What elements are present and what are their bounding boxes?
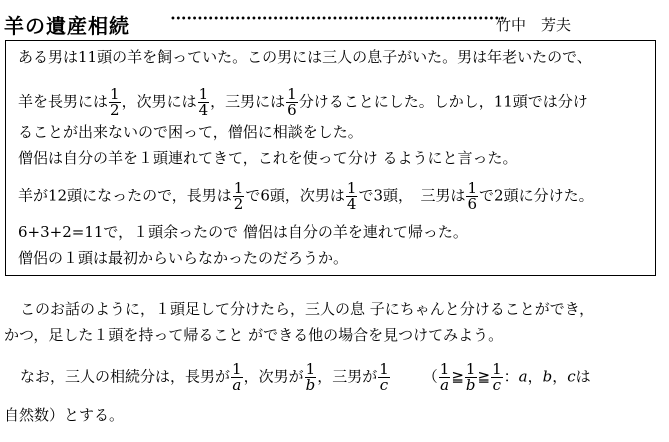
fraction-numerator: 1 [232,360,242,378]
fraction-one-quarter [346,181,358,212]
story-line-1: ある男は11頭の羊を飼っていた。この男には三人の息子がいた。男は年老いたので、 [18,48,592,66]
fraction-one-quarter [198,87,210,118]
fraction-denominator: 2 [233,195,244,213]
fraction-numerator: 1 [198,85,209,103]
fraction-one-over-b [465,362,477,393]
story-text: ，三男には [210,92,286,111]
fraction-one-over-c [491,362,503,393]
colon: ： [503,367,519,386]
fraction-denominator: 4 [346,195,357,213]
title-dot-leader: •••••••••••••••••••••••••••••••••••••••••••••••••••••••••••••• [170,14,505,25]
fraction-denominator: 6 [287,101,297,119]
variable-c: c [379,376,389,394]
fraction-one-over-b [305,362,317,393]
fraction-denominator [378,378,390,393]
fraction-denominator: 2 [110,101,120,119]
page-title: 羊の遺産相続 [4,14,130,38]
comma: ， [527,367,543,386]
story-line-2 [18,87,588,118]
fraction-numerator: 1 [305,360,316,378]
variable-b: b [305,376,316,394]
fraction-numerator: 1 [346,179,357,197]
story-text: 羊が12頭になったので，長男は [18,186,232,205]
fraction-one-sixth [286,87,298,118]
geq-sign: ≧ [477,367,491,386]
body-paragraph-line-4: 自然数）とする。 [4,406,125,424]
body-text: ，三男が [317,367,378,386]
story-box [5,40,656,276]
condition-open-paren: （ [422,367,438,386]
geq-sign: ≧ [451,367,464,386]
body-text: ，次男が [243,367,304,386]
fraction-one-sixth [466,181,478,212]
fraction-numerator: 1 [233,179,244,197]
fraction-numerator: 1 [439,360,450,378]
body-paragraph-line-2: かつ，足した１頭を持って帰ること ができる他の場合を見つけてみよう。 [4,326,504,344]
story-line-5 [18,181,594,212]
fraction-denominator: 6 [467,195,478,213]
variable-b: b [542,367,553,386]
fraction-denominator [465,378,477,393]
story-text: で6頭，次男は [245,186,345,205]
body-paragraph-line-3 [20,362,591,393]
fraction-denominator [231,378,243,393]
fraction-one-half [233,181,245,212]
story-line-3: ることが出来ないので困って，僧侶に相談をした。 [18,123,363,141]
fraction-one-over-c [378,362,390,393]
story-text: で2頭に分けた。 [479,186,594,205]
body-text: は [575,367,591,386]
fraction-one-over-a [439,362,451,393]
variable-c: c [492,376,502,394]
fraction-denominator: 4 [198,101,209,119]
story-text: ，次男には [121,92,197,111]
author-name: 竹中 芳夫 [496,16,572,34]
variable-c: c [567,367,576,386]
variable-a: a [232,376,242,394]
fraction-one-over-a [231,362,243,393]
fraction-numerator: 1 [110,85,120,103]
fraction-one-half [109,87,121,118]
fraction-denominator [305,378,317,393]
story-text: で3頭， 三男は [358,186,466,205]
variable-a: a [518,367,528,386]
fraction-numerator: 1 [287,85,297,103]
body-paragraph-line-1: このお話のように，１頭足して分けたら，三人の息 子にちゃんと分けることができ， [20,300,595,318]
fraction-denominator [439,378,451,393]
story-text: 分けることにした。しかし，11頭では分け [298,92,588,111]
fraction-numerator: 1 [465,360,476,378]
fraction-numerator: 1 [467,179,478,197]
story-line-4: 僧侶は自分の羊を１頭連れてきて，これを使って分け るようにと言った。 [18,149,518,167]
story-line-7: 僧侶の１頭は最初からいらなかったのだろうか。 [18,249,349,267]
variable-a: a [440,376,450,394]
story-line-6: 6+3+2=11で，１頭余ったので 僧侶は自分の羊を連れて帰った。 [18,223,468,241]
variable-b: b [465,376,476,394]
story-text: 羊を長男には [18,92,109,111]
body-text: なお，三人の相続分は，長男が [20,367,231,386]
comma: ， [552,367,568,386]
fraction-numerator: 1 [379,360,389,378]
fraction-numerator: 1 [492,360,502,378]
fraction-denominator [491,378,503,393]
